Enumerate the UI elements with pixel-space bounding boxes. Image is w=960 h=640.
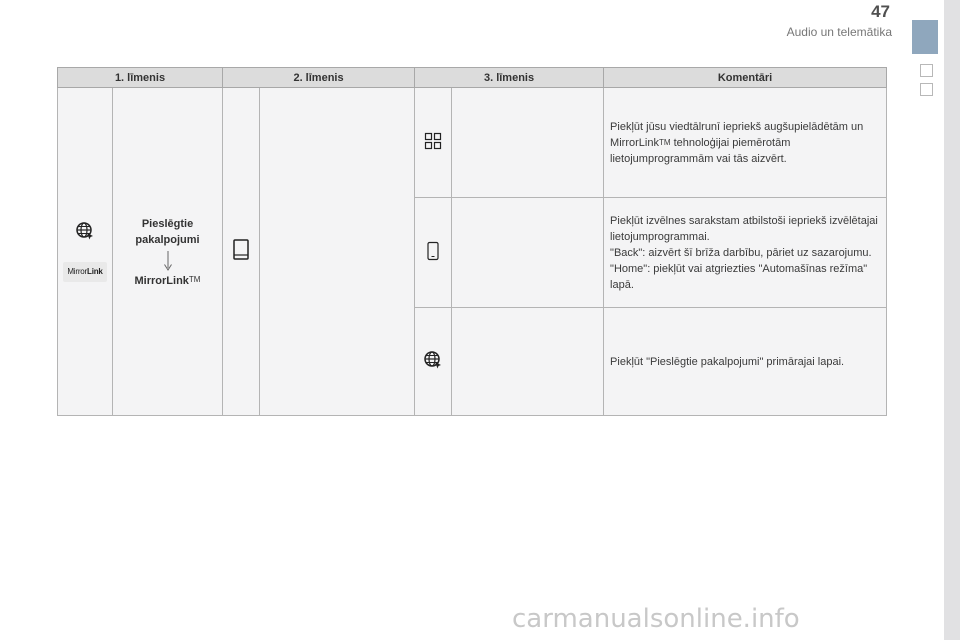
level3-label-cell — [452, 308, 604, 416]
header-level-2: 2. līmenis — [223, 68, 415, 88]
level3-icon-cell — [415, 308, 452, 416]
menu-table — [57, 67, 887, 416]
globe-icon — [75, 221, 95, 244]
page-number: 47 — [871, 2, 890, 21]
level2-label-cell — [260, 88, 415, 416]
table-header-row — [58, 68, 887, 88]
section-title: Audio un telemātika — [786, 25, 892, 39]
level1-icons-cell — [58, 88, 113, 416]
globe-icon — [423, 350, 443, 373]
phone-icon — [426, 241, 440, 264]
watermark: carmanualsonline.info — [512, 604, 800, 634]
mirrorlink-logo: MirrorLink — [63, 262, 107, 282]
comment-cell: Piekļūt izvēlnes sarakstam atbilstoši iepriekš izvēlētajai lietojumprogrammai. "Back": aizvērt šī brīža darbību, pāriet uz sazarojumu. "Home": piekļūt vai atgriezties "Automašīnas režīma" lapā. — [604, 198, 887, 308]
tablet-icon — [232, 238, 250, 265]
mirrorlink-label: MirrorLink™ — [134, 275, 201, 287]
checkbox-square — [920, 64, 933, 77]
level3-label-cell — [452, 198, 604, 308]
header-level-1: 1. līmenis — [58, 68, 223, 88]
grid-apps-icon — [424, 132, 442, 153]
chapter-tab — [912, 20, 938, 54]
side-stripe — [944, 0, 960, 640]
header-comments: Komentāri — [604, 68, 887, 88]
level1-label-line1: Pieslēgtie — [141, 218, 194, 230]
level3-icon-cell — [415, 88, 452, 198]
level3-label-cell — [452, 88, 604, 198]
comment-cell: Piekļūt "Pieslēgtie pakalpojumi" primārajai lapai. — [604, 308, 887, 416]
header-level-3: 3. līmenis — [415, 68, 604, 88]
down-arrow-icon — [163, 251, 173, 271]
level2-icon-cell — [223, 88, 260, 416]
table-row — [58, 88, 887, 198]
level1-label-line2: pakalpojumi — [135, 234, 200, 246]
checkbox-square — [920, 83, 933, 96]
comment-cell: Piekļūt jūsu viedtālrunī iepriekš augšupielādētām un MirrorLink™ tehnoloģijai piemērotām lietojumprogrammām vai tās aizvērt. — [604, 88, 887, 198]
level1-label-cell — [113, 88, 223, 416]
level3-icon-cell — [415, 198, 452, 308]
